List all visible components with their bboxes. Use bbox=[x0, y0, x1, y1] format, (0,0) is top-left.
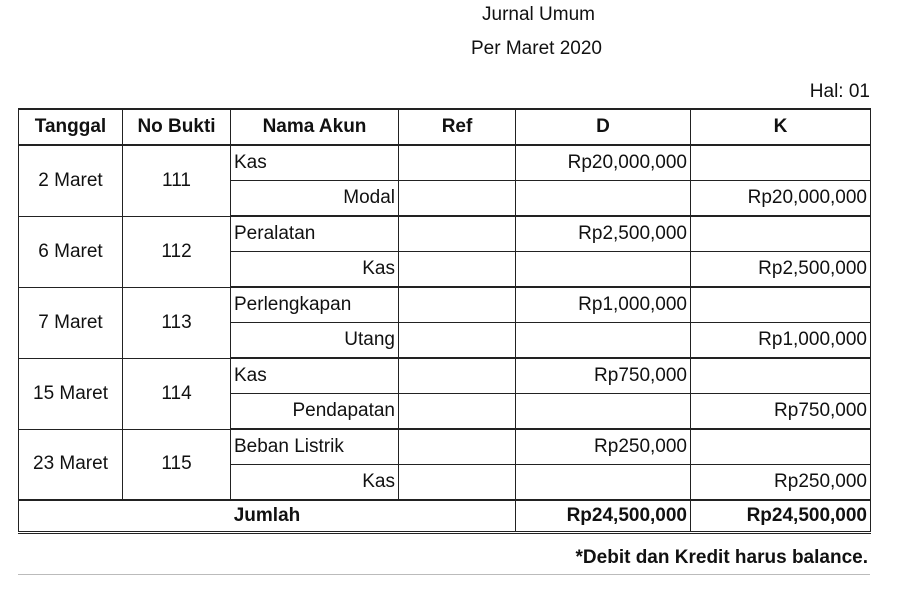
debit-account: Beban Listrik bbox=[231, 429, 399, 465]
journal-table bbox=[18, 108, 871, 534]
column-header-credit: K bbox=[691, 109, 871, 145]
journal-title: Jurnal Umum bbox=[482, 4, 595, 25]
table-row bbox=[19, 429, 871, 465]
credit-amount: Rp1,000,000 bbox=[691, 323, 871, 359]
debit-amount-empty bbox=[516, 252, 691, 288]
credit-amount: Rp20,000,000 bbox=[691, 181, 871, 217]
entry-date: 7 Maret bbox=[19, 287, 123, 358]
entry-date: 15 Maret bbox=[19, 358, 123, 429]
total-credit: Rp24,500,000 bbox=[691, 500, 871, 533]
entry-voucher: 113 bbox=[123, 287, 231, 358]
journal-period: Per Maret 2020 bbox=[471, 38, 602, 59]
table-header-row bbox=[19, 109, 871, 145]
debit-account: Kas bbox=[231, 358, 399, 394]
debit-account: Kas bbox=[231, 145, 399, 181]
column-header-debit: D bbox=[516, 109, 691, 145]
debit-account: Perlengkapan bbox=[231, 287, 399, 323]
ref-cell bbox=[399, 252, 516, 288]
ref-cell bbox=[399, 323, 516, 359]
table-row bbox=[19, 358, 871, 394]
entry-voucher: 114 bbox=[123, 358, 231, 429]
debit-amount-empty bbox=[516, 394, 691, 430]
ref-cell bbox=[399, 465, 516, 501]
total-row bbox=[19, 500, 871, 533]
credit-amount-empty bbox=[691, 358, 871, 394]
entry-date: 2 Maret bbox=[19, 145, 123, 216]
credit-account: Modal bbox=[231, 181, 399, 217]
table-row bbox=[19, 287, 871, 323]
ref-cell bbox=[399, 216, 516, 252]
entry-date: 23 Maret bbox=[19, 429, 123, 500]
credit-account: Utang bbox=[231, 323, 399, 359]
entry-voucher: 111 bbox=[123, 145, 231, 216]
ref-cell bbox=[399, 358, 516, 394]
total-debit: Rp24,500,000 bbox=[516, 500, 691, 533]
credit-amount: Rp250,000 bbox=[691, 465, 871, 501]
credit-amount: Rp750,000 bbox=[691, 394, 871, 430]
debit-amount: Rp2,500,000 bbox=[516, 216, 691, 252]
credit-amount-empty bbox=[691, 287, 871, 323]
credit-account: Kas bbox=[231, 465, 399, 501]
column-header-voucher: No Bukti bbox=[123, 109, 231, 145]
entry-voucher: 112 bbox=[123, 216, 231, 287]
column-header-date: Tanggal bbox=[19, 109, 123, 145]
credit-amount: Rp2,500,000 bbox=[691, 252, 871, 288]
ref-cell bbox=[399, 287, 516, 323]
total-label: Jumlah bbox=[19, 500, 516, 533]
credit-account: Pendapatan bbox=[231, 394, 399, 430]
debit-amount-empty bbox=[516, 465, 691, 501]
debit-amount-empty bbox=[516, 181, 691, 217]
entry-date: 6 Maret bbox=[19, 216, 123, 287]
debit-amount: Rp20,000,000 bbox=[516, 145, 691, 181]
debit-amount: Rp1,000,000 bbox=[516, 287, 691, 323]
table-row bbox=[19, 216, 871, 252]
ref-cell bbox=[399, 429, 516, 465]
credit-amount-empty bbox=[691, 429, 871, 465]
column-header-ref: Ref bbox=[399, 109, 516, 145]
ref-cell bbox=[399, 394, 516, 430]
column-header-account: Nama Akun bbox=[231, 109, 399, 145]
debit-amount: Rp250,000 bbox=[516, 429, 691, 465]
balance-note: *Debit dan Kredit harus balance. bbox=[18, 541, 870, 575]
ref-cell bbox=[399, 181, 516, 217]
debit-amount-empty bbox=[516, 323, 691, 359]
page-number: Hal: 01 bbox=[809, 81, 870, 102]
entry-voucher: 115 bbox=[123, 429, 231, 500]
credit-amount-empty bbox=[691, 145, 871, 181]
table-row bbox=[19, 145, 871, 181]
debit-account: Peralatan bbox=[231, 216, 399, 252]
debit-amount: Rp750,000 bbox=[516, 358, 691, 394]
ref-cell bbox=[399, 145, 516, 181]
credit-account: Kas bbox=[231, 252, 399, 288]
credit-amount-empty bbox=[691, 216, 871, 252]
